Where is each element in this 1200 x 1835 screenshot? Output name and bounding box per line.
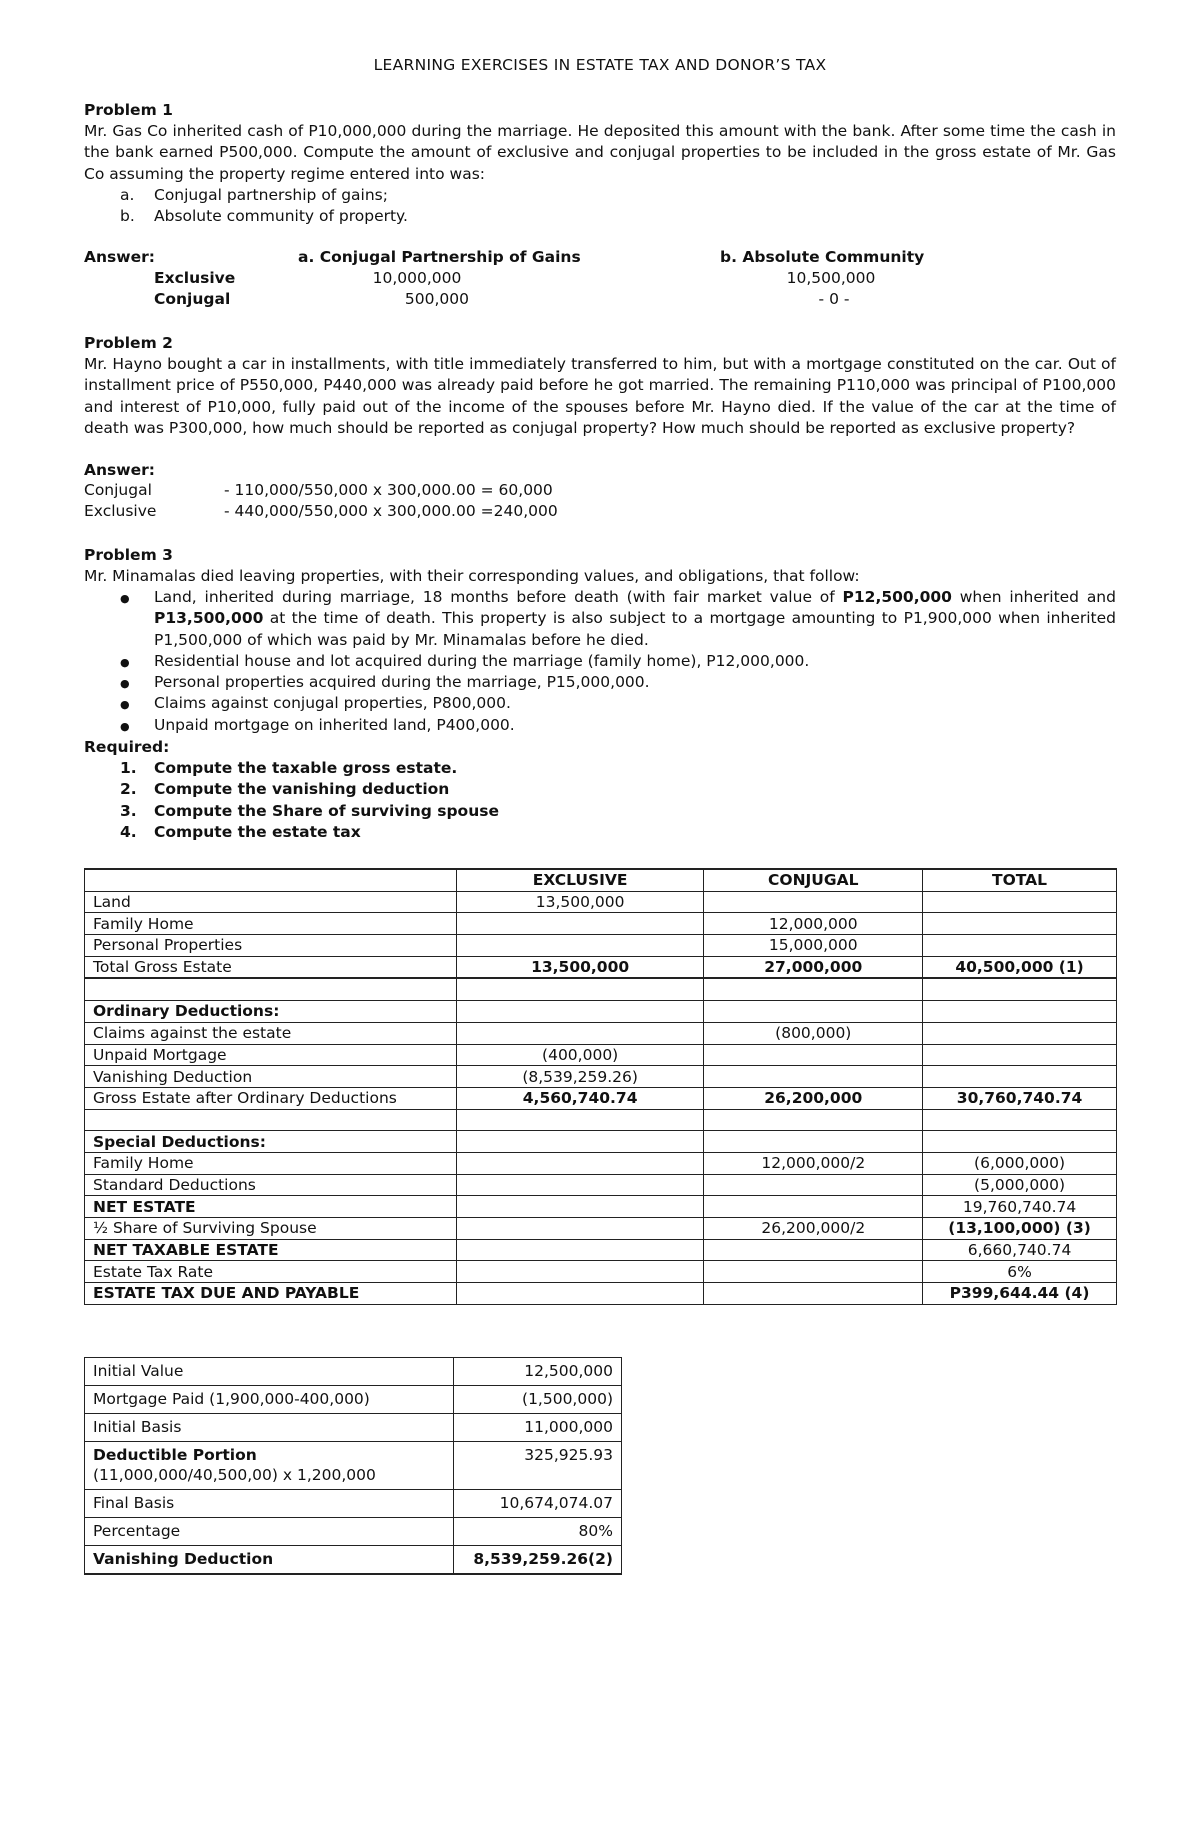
table-cell [456, 1239, 704, 1261]
table-cell: Claims against the estate [85, 1022, 457, 1044]
table-cell [704, 1044, 923, 1066]
table-cell [456, 1283, 704, 1305]
problem3-heading: Problem 3 [84, 546, 173, 564]
table-row [85, 956, 1117, 978]
table-cell: 6,660,740.74 [923, 1239, 1117, 1261]
table-cell: Vanishing Deduction [85, 1066, 457, 1088]
table-header-cell: EXCLUSIVE [456, 869, 704, 891]
answer-row-label: Conjugal [154, 290, 231, 308]
table-cell [456, 1001, 704, 1023]
table-cell: NET ESTATE [85, 1196, 457, 1218]
table-cell [456, 1152, 704, 1174]
table-cell: P399,644.44 (4) [923, 1283, 1117, 1305]
table-cell: (6,000,000) [923, 1152, 1117, 1174]
table-row [85, 1109, 1117, 1131]
table-row [85, 1414, 622, 1442]
required-label: Required: [84, 738, 170, 756]
table-cell: Deductible Portion (11,000,000/40,500,00) x 1,200,000 [85, 1442, 454, 1490]
problem1-answer-label: Answer: [84, 248, 155, 266]
table-cell: 40,500,000 (1) [923, 956, 1117, 978]
estate-computation-table [84, 868, 1117, 1305]
vanishing-deduction-table [84, 1357, 622, 1575]
table-cell: 325,925.93 [454, 1442, 622, 1490]
table-cell: 4,560,740.74 [456, 1087, 704, 1109]
table-cell [456, 935, 704, 957]
table-cell [923, 913, 1117, 935]
table-cell: 80% [454, 1518, 622, 1546]
table-cell: Personal Properties [85, 935, 457, 957]
problem1-heading: Problem 1 [84, 101, 173, 119]
table-cell: (400,000) [456, 1044, 704, 1066]
table-cell: Special Deductions: [85, 1131, 457, 1153]
option-item: a. Conjugal partnership of gains; [120, 186, 388, 204]
answer-row-b-value: 10,500,000 [786, 269, 876, 287]
problem2-answer-label: Answer: [84, 461, 155, 479]
table-cell [923, 978, 1117, 1000]
table-cell: 12,500,000 [454, 1358, 622, 1386]
table-header-cell: CONJUGAL [704, 869, 923, 891]
table-cell [704, 1283, 923, 1305]
table-row [85, 1044, 1117, 1066]
table-cell: (13,100,000) (3) [923, 1218, 1117, 1240]
answer-col-b-header: b. Absolute Community [720, 248, 925, 266]
table-cell [704, 1174, 923, 1196]
list-item: 3. Compute the Share of surviving spouse [120, 801, 499, 820]
answer-row-a-value: 500,000 [404, 290, 469, 308]
table-row [85, 1001, 1117, 1023]
table-cell: Family Home [85, 913, 457, 935]
table-cell [923, 935, 1117, 957]
list-item: ● Unpaid mortgage on inherited land, P400,000. [120, 715, 515, 734]
table-cell: ½ Share of Surviving Spouse [85, 1218, 457, 1240]
table-cell [704, 1109, 923, 1131]
table-cell: 12,000,000/2 [704, 1152, 923, 1174]
table-cell: 6% [923, 1261, 1117, 1283]
table-cell: (1,500,000) [454, 1386, 622, 1414]
table-cell: (5,000,000) [923, 1174, 1117, 1196]
table-cell: Vanishing Deduction [85, 1546, 454, 1575]
table-cell: 11,000,000 [454, 1414, 622, 1442]
table-cell [456, 1218, 704, 1240]
table-row [85, 1283, 1117, 1305]
table-cell: 12,000,000 [704, 913, 923, 935]
table-row [85, 1174, 1117, 1196]
table-header-cell: TOTAL [923, 869, 1117, 891]
table-cell [704, 1239, 923, 1261]
problem2-heading: Problem 2 [84, 334, 173, 352]
table-cell: 27,000,000 [704, 956, 923, 978]
table-row [85, 1218, 1117, 1240]
table-cell: 30,760,740.74 [923, 1087, 1117, 1109]
required-list [84, 758, 1116, 843]
table-cell: Land [85, 891, 457, 913]
table-cell: (800,000) [704, 1022, 923, 1044]
list-item: ● Land, inherited during marriage, 18 months before death (with fair market value of P12,500,000 when inherited and P13,500,000 at the time of death. This property is also subject to a mortgage amounting to P1,900,000 when inherited P1,500,000 of which was paid by Mr. Minamalas before he died. [120, 588, 1116, 649]
table-cell: Percentage [85, 1518, 454, 1546]
table-cell [704, 1131, 923, 1153]
table-cell [704, 891, 923, 913]
table-cell: 13,500,000 [456, 956, 704, 978]
table-cell [456, 1196, 704, 1218]
answer-row-a-value: 10,000,000 [372, 269, 462, 287]
table-header-cell [85, 869, 457, 891]
answer-formula: - 110,000/550,000 x 300,000.00 = 60,000 [224, 481, 553, 499]
table-cell: Estate Tax Rate [85, 1261, 457, 1283]
table-cell [923, 1109, 1117, 1131]
table-cell: ESTATE TAX DUE AND PAYABLE [85, 1283, 457, 1305]
problem1-options [84, 185, 1116, 228]
table-cell [85, 1109, 457, 1131]
table-cell [456, 1109, 704, 1131]
list-item: ● Personal properties acquired during the marriage, P15,000,000. [120, 673, 650, 692]
table-cell: Family Home [85, 1152, 457, 1174]
table-row [85, 1490, 622, 1518]
table-row [85, 1386, 622, 1414]
table-cell [923, 1001, 1117, 1023]
table-row [85, 1442, 622, 1490]
table-cell [456, 1131, 704, 1153]
table-header-row [85, 869, 1117, 891]
problem2-text: Mr. Hayno bought a car in installments, with title immediately transferred to him, but with a mortgage constituted on the car. Out of installment price of P550,000, P440,000 was already paid before he got married. The remaining P110,000 was principal of P100,000 and interest of P10,000, fully paid out of the income of the spouses before Mr. Hayno died. If the value of the car at the time of death was P300,000, how much should be reported as conjugal property? How much should be reported as exclusive property? [84, 355, 1116, 437]
table-cell [704, 1196, 923, 1218]
table-cell [85, 978, 457, 1000]
answer-row-label: Conjugal [84, 481, 152, 499]
table-row [85, 1196, 1117, 1218]
table-row [85, 1087, 1117, 1109]
table-row [85, 1066, 1117, 1088]
table-cell: 10,674,074.07 [454, 1490, 622, 1518]
table-row [85, 978, 1117, 1000]
problem3-intro: Mr. Minamalas died leaving properties, with their corresponding values, and obligations, that follow: [84, 567, 860, 585]
answer-row-label: Exclusive [84, 502, 157, 520]
table-row [85, 1358, 622, 1386]
table-cell [704, 1001, 923, 1023]
problem1-text: Mr. Gas Co inherited cash of P10,000,000 during the marriage. He deposited this amount with the bank. After some time the cash in the bank earned P500,000. Compute the amount of exclusive and conjugal properties to be included in the gross estate of Mr. Gas Co assuming the property regime entered into was: [84, 122, 1116, 183]
table-cell: Total Gross Estate [85, 956, 457, 978]
table-cell: 15,000,000 [704, 935, 923, 957]
table-row [85, 913, 1117, 935]
table-row [85, 1131, 1117, 1153]
table-cell [923, 891, 1117, 913]
table-cell: NET TAXABLE ESTATE [85, 1239, 457, 1261]
option-item: b. Absolute community of property. [120, 207, 408, 226]
table-cell [704, 1261, 923, 1283]
list-item: 4. Compute the estate tax [120, 822, 361, 841]
table-row [85, 1261, 1117, 1283]
table-row [85, 891, 1117, 913]
table-cell: Gross Estate after Ordinary Deductions [85, 1087, 457, 1109]
problem3-bullets [84, 587, 1116, 736]
document-title: LEARNING EXERCISES IN ESTATE TAX AND DONOR’S TAX [373, 56, 827, 74]
list-item: ● Claims against conjugal properties, P800,000. [120, 694, 511, 713]
table-cell [456, 1261, 704, 1283]
table-row [85, 935, 1117, 957]
table-cell: Final Basis [85, 1490, 454, 1518]
table-cell [923, 1066, 1117, 1088]
table-cell [456, 1022, 704, 1044]
table-cell: Initial Basis [85, 1414, 454, 1442]
table-cell: Initial Value [85, 1358, 454, 1386]
list-item: 1. Compute the taxable gross estate. [120, 759, 458, 777]
table-cell [923, 1131, 1117, 1153]
table-cell: 26,200,000 [704, 1087, 923, 1109]
table-cell: 13,500,000 [456, 891, 704, 913]
table-cell: 19,760,740.74 [923, 1196, 1117, 1218]
table-cell: Ordinary Deductions: [85, 1001, 457, 1023]
table-cell: Mortgage Paid (1,900,000-400,000) [85, 1386, 454, 1414]
table-row [85, 1239, 1117, 1261]
table-cell: Unpaid Mortgage [85, 1044, 457, 1066]
table-cell [456, 913, 704, 935]
list-item: 2. Compute the vanishing deduction [120, 780, 450, 799]
answer-row-label: Exclusive [154, 269, 236, 287]
table-cell [704, 1066, 923, 1088]
table-row [85, 1546, 622, 1575]
table-cell [923, 1022, 1117, 1044]
answer-col-a-header: a. Conjugal Partnership of Gains [298, 248, 581, 266]
table-cell: Standard Deductions [85, 1174, 457, 1196]
list-item: ● Residential house and lot acquired during the marriage (family home), P12,000,000. [120, 651, 810, 670]
table-cell [456, 978, 704, 1000]
table-cell [923, 1044, 1117, 1066]
table-cell: 8,539,259.26(2) [454, 1546, 622, 1575]
table-cell: 26,200,000/2 [704, 1218, 923, 1240]
table-row [85, 1518, 622, 1546]
table-cell [704, 978, 923, 1000]
table-row [85, 1022, 1117, 1044]
table-row [85, 1152, 1117, 1174]
answer-row-b-value: - 0 - [818, 290, 850, 308]
table-cell [456, 1174, 704, 1196]
table-cell: (8,539,259.26) [456, 1066, 704, 1088]
answer-formula: - 440,000/550,000 x 300,000.00 =240,000 [224, 502, 558, 520]
